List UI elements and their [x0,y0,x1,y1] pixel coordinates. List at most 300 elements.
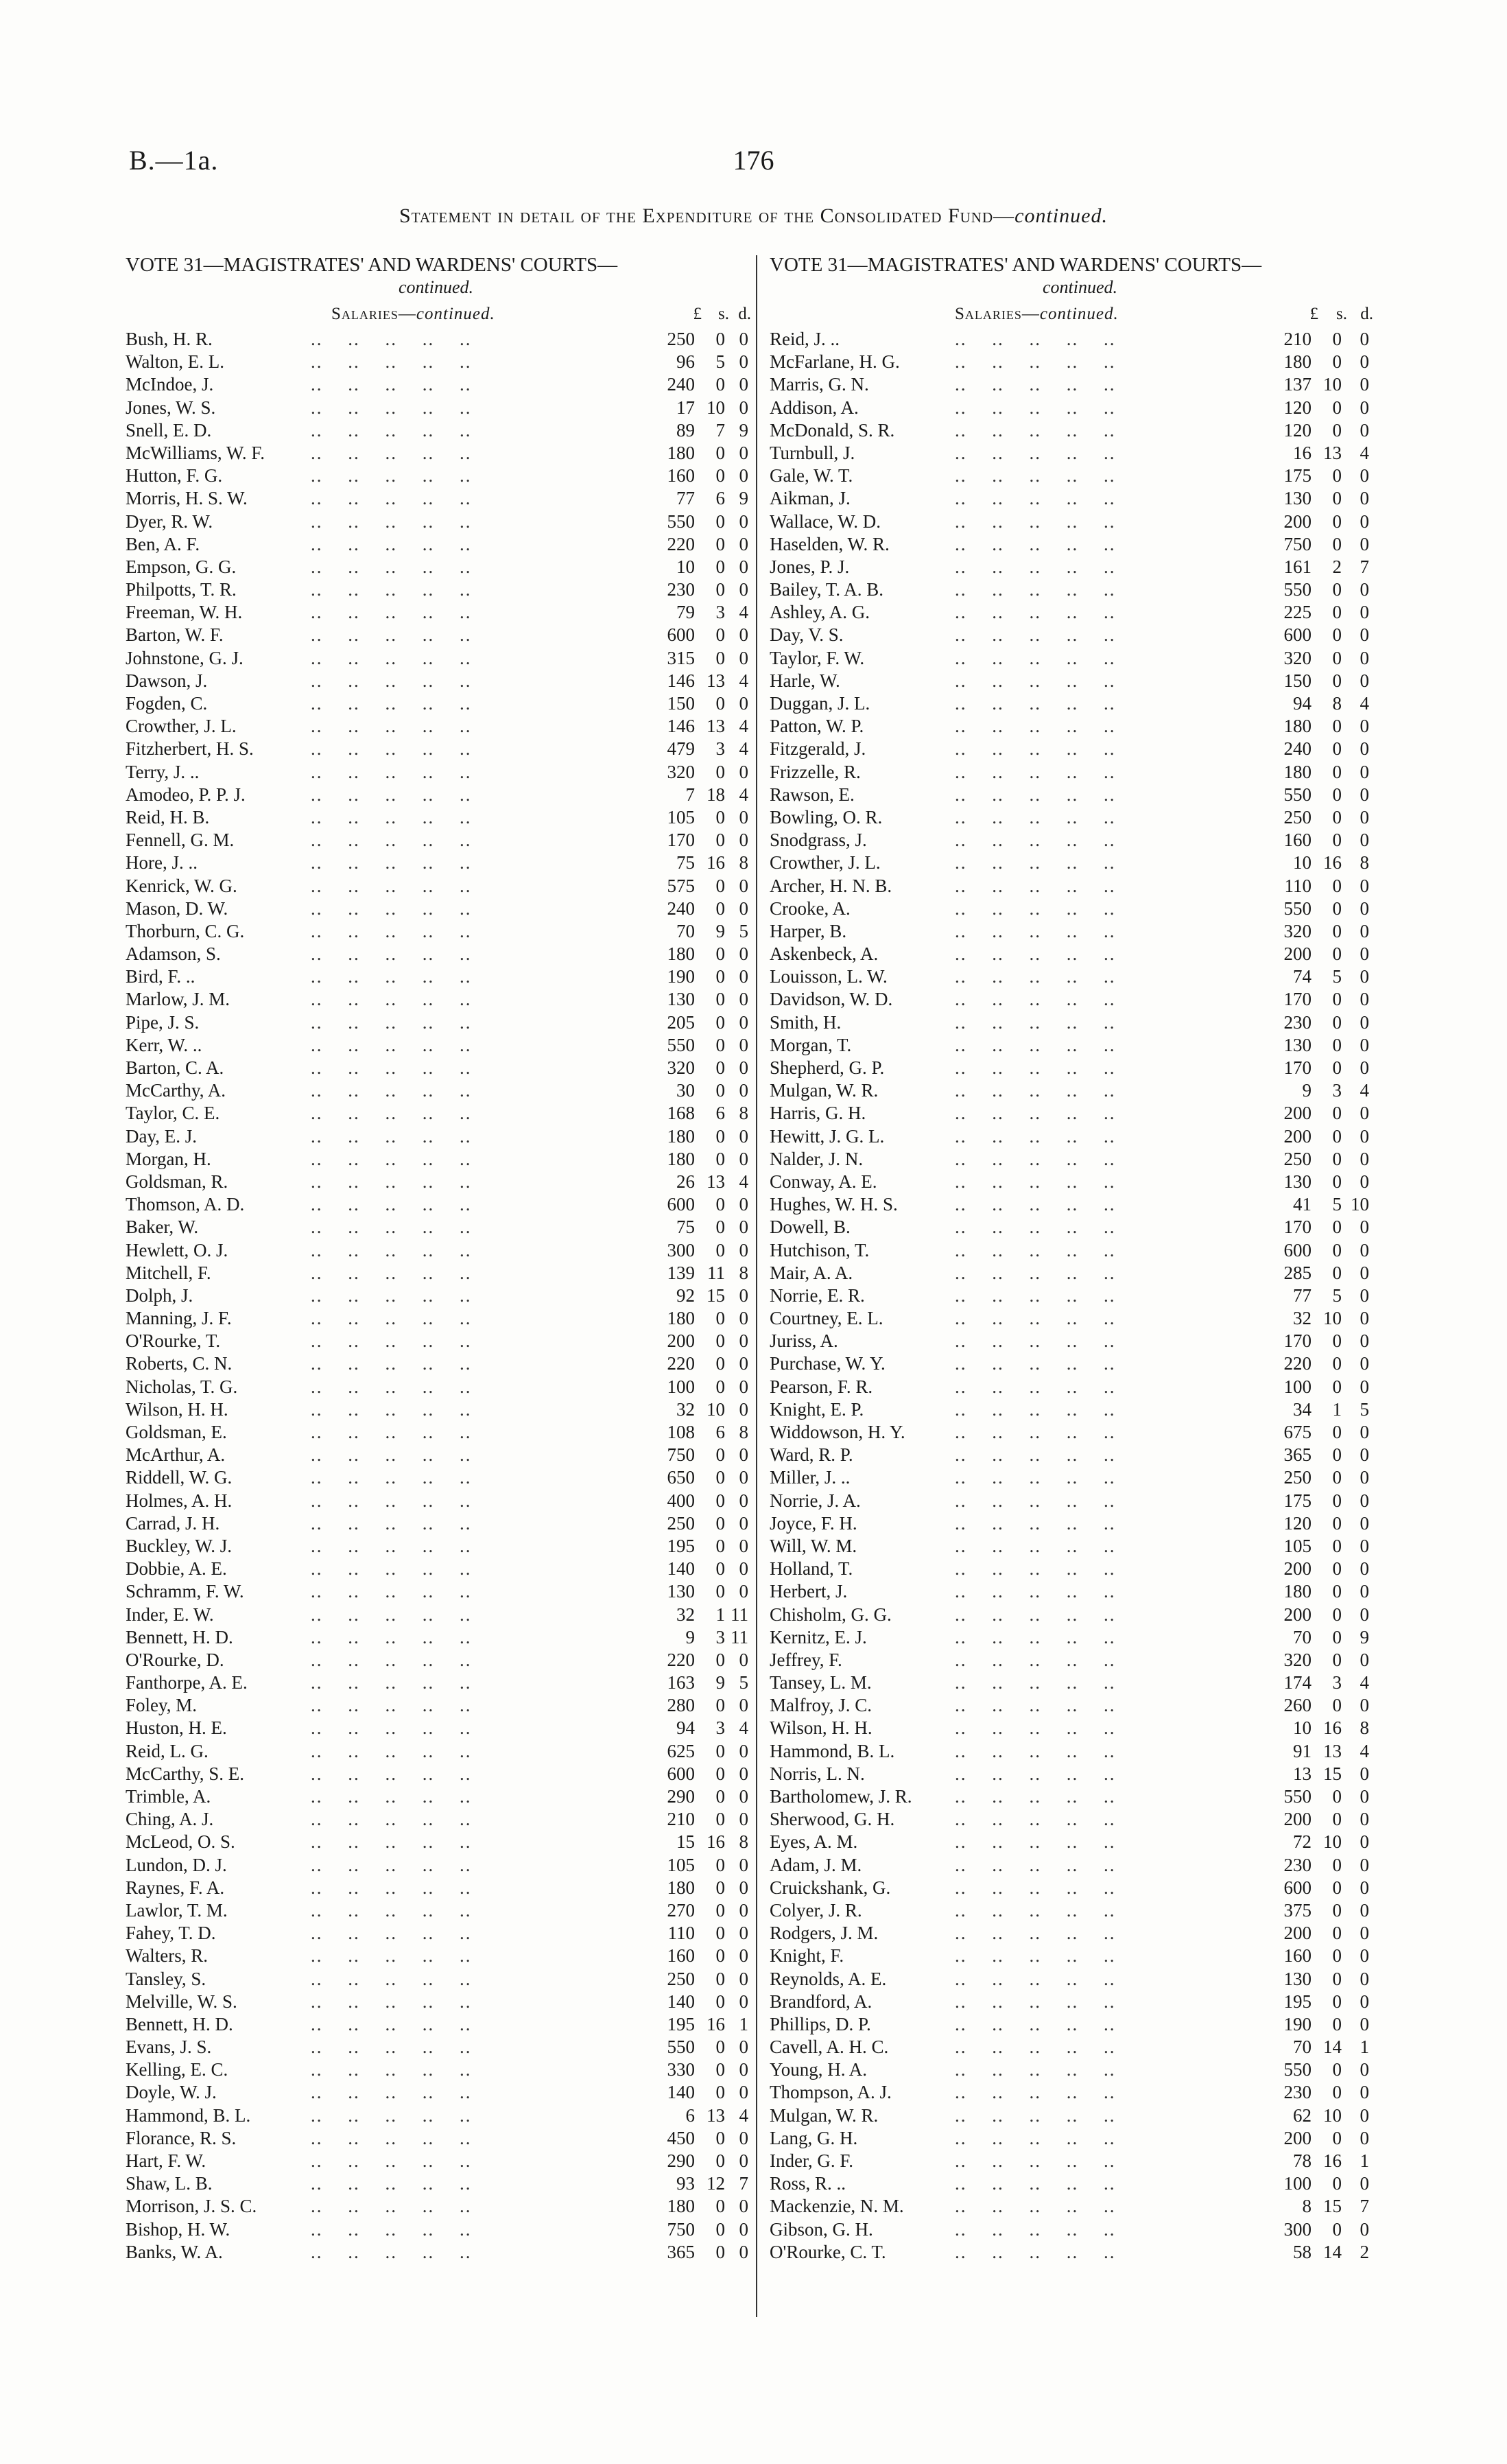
payee-name: Baker, W. [126,1217,199,1238]
pence-value: 0 [1360,624,1369,646]
shillings-value: 15 [707,1284,725,1306]
pence-value: 0 [739,806,748,828]
pence-value: 0 [739,1763,748,1784]
shillings-value: 0 [715,830,725,851]
salary-row [770,2172,1390,2195]
pounds-value: 220 [1283,1353,1312,1374]
leader-dots: .. .. .. .. .. [311,465,472,486]
pence-value: 0 [1360,830,1369,851]
leader-dots: .. .. .. .. .. [311,442,472,463]
pounds-value: 180 [667,1308,695,1329]
leader-dots: .. .. .. .. .. [311,511,472,532]
salary-row [770,2013,1390,2036]
pounds-value: 300 [1283,2218,1312,2240]
shillings-value: 0 [1332,2127,1342,2148]
salary-row [770,1512,1390,1535]
pounds-value: 600 [1283,1239,1312,1260]
payee-name: Kerr, W. .. [126,1034,202,1055]
payee-name: Patton, W. P. [770,716,864,737]
shillings-value: 1 [1332,1398,1342,1420]
salary-row [126,1854,746,1877]
pounds-value: 30 [676,1080,695,1101]
leader-dots: .. .. .. .. .. [955,2218,1116,2240]
shillings-value: 0 [715,1695,725,1716]
salary-row [770,419,1390,442]
pence-value: 0 [739,2150,748,2171]
pounds-value: 210 [667,1809,695,1830]
payee-name: Courtney, E. L. [770,1308,883,1329]
pounds-value: 750 [667,2218,695,2240]
salary-row [126,624,746,646]
leader-dots: .. .. .. .. .. [955,920,1116,941]
salary-row [126,2104,746,2127]
shillings-value: 0 [715,1923,725,1944]
leader-dots: .. .. .. .. .. [311,1923,472,1944]
payee-name: McWilliams, W. F. [126,442,265,463]
payee-name: Terry, J. .. [126,761,200,782]
pounds-value: 110 [1284,875,1312,896]
leader-dots: .. .. .. .. .. [311,1604,472,1625]
shillings-value: 3 [1332,1080,1342,1101]
leader-dots: .. .. .. .. .. [311,1262,472,1283]
statement-title [0,204,1507,228]
leader-dots: .. .. .. .. .. [311,556,472,577]
salary-row [126,715,746,738]
pence-value: 0 [739,647,748,668]
salary-row [126,2241,746,2264]
salary-row [770,1671,1390,1694]
pence-value: 0 [1360,761,1369,782]
shillings-value: 0 [715,2037,725,2058]
salary-row [126,897,746,920]
pence-value: 0 [739,1809,748,1830]
shillings-value: 0 [1332,2218,1342,2240]
pence-value: 0 [1360,419,1369,441]
shillings-value: 0 [715,1330,725,1352]
salary-row [126,2150,746,2172]
pounds-value: 250 [1283,806,1312,828]
salary-row [770,988,1390,1011]
pence-value: 0 [739,1217,748,1238]
shillings-value: 0 [1332,624,1342,646]
pence-value: 0 [739,2241,748,2262]
pence-value: 0 [1360,1239,1369,1260]
payee-name: Sherwood, G. H. [770,1809,895,1830]
payee-name: Manning, J. F. [126,1308,232,1329]
payee-name: Taylor, F. W. [770,647,865,668]
salaries-subheading [770,298,1390,328]
shillings-value: 0 [715,1239,725,1260]
shillings-value: 0 [715,1899,725,1921]
salary-row [126,1671,746,1694]
leader-dots: .. .. .. .. .. [311,397,472,418]
pence-value: 0 [1360,1581,1369,1602]
salary-row [126,2058,746,2081]
salary-row [126,647,746,670]
salary-row [126,601,746,624]
pence-header: d. [1360,305,1373,323]
leader-dots: .. .. .. .. .. [311,1512,472,1534]
pounds-value: 10 [676,556,695,577]
pounds-value: 190 [1283,2013,1312,2034]
pounds-value: 210 [1283,329,1312,349]
pence-value: 0 [739,1535,748,1556]
payee-name: Reynolds, A. E. [770,1968,887,1989]
shillings-value: 0 [715,897,725,919]
shillings-value: 5 [1332,1194,1342,1215]
pence-value: 0 [1360,1535,1369,1556]
payee-name: Harper, B. [770,920,847,941]
payee-name: Goldsman, E. [126,1422,227,1442]
pounds-value: 200 [1283,1125,1312,1147]
pounds-value: 479 [667,738,695,760]
leader-dots: .. .. .. .. .. [955,1330,1116,1352]
shillings-value: 0 [1332,1330,1342,1352]
salary-row [770,2195,1390,2218]
payee-name: Ross, R. .. [770,2173,846,2194]
leader-dots: .. .. .. .. .. [311,830,472,851]
payee-name: Bailey, T. A. B. [770,579,883,600]
shillings-value: 0 [715,1991,725,2012]
vote-continued: continued. [1042,277,1118,297]
pence-value: 0 [1360,1763,1369,1784]
payee-name: Bowling, O. R. [770,806,883,828]
salary-row [126,1831,746,1853]
leader-dots: .. .. .. .. .. [311,374,472,395]
salary-row [126,328,746,351]
shillings-value: 0 [715,1877,725,1898]
pounds-value: 180 [1283,716,1312,737]
leader-dots: .. .. .. .. .. [955,1923,1116,1944]
pounds-value: 200 [1283,1103,1312,1124]
pounds-value: 230 [1283,1854,1312,1875]
salary-row [770,2241,1390,2264]
salary-row [126,1740,746,1763]
shillings-value: 0 [715,2241,725,2262]
payee-name: Davidson, W. D. [770,989,893,1010]
leader-dots: .. .. .. .. .. [955,875,1116,896]
salary-row [126,1558,746,1580]
leader-dots: .. .. .. .. .. [311,2241,472,2262]
pounds-value: 750 [667,1444,695,1466]
payee-name: Kenrick, W. G. [126,875,237,896]
pounds-value: 160 [667,465,695,486]
pence-value: 0 [739,693,748,714]
payee-name: Herbert, J. [770,1581,848,1602]
shillings-value: 0 [1332,1786,1342,1807]
leader-dots: .. .. .. .. .. [311,533,472,554]
salary-row [126,1330,746,1352]
pence-value: 0 [739,875,748,896]
payee-name: Ward, R. P. [770,1444,853,1466]
pence-value: 0 [739,2037,748,2058]
leader-dots: .. .. .. .. .. [311,1376,472,1397]
shillings-value: 0 [715,1558,725,1580]
pence-value: 0 [1360,1877,1369,1898]
salary-row [770,1945,1390,1967]
pence-value: 0 [739,966,748,987]
pence-value: 4 [1360,442,1369,463]
pence-value: 0 [739,1194,748,1215]
leader-dots: .. .. .. .. .. [955,1353,1116,1374]
pence-value: 0 [739,1968,748,1989]
shillings-value: 0 [1332,1581,1342,1602]
leader-dots: .. .. .. .. .. [955,1968,1116,1989]
pence-value: 0 [739,1330,748,1352]
pounds-value: 161 [1283,556,1312,577]
salary-row [126,556,746,578]
shillings-value: 2 [1332,556,1342,577]
pounds-value: 70 [1293,1626,1312,1647]
payee-name: Fogden, C. [126,693,208,714]
salary-row [770,1376,1390,1398]
pounds-value: 10 [1293,852,1312,873]
salary-row [770,875,1390,897]
leader-dots: .. .. .. .. .. [955,1490,1116,1511]
pence-value: 0 [1360,920,1369,941]
leader-dots: .. .. .. .. .. [955,2013,1116,2034]
salary-row [770,692,1390,715]
pence-value: 0 [1360,1353,1369,1374]
pence-value: 4 [1360,1080,1369,1101]
shillings-value: 10 [707,397,725,418]
payee-name: Walton, E. L. [126,351,225,373]
leader-dots: .. .. .. .. .. [955,1262,1116,1283]
statement-main: Statement in detail of the Expenditure of the Consolidated Fund— [399,204,1015,227]
pounds-value: 450 [667,2127,695,2148]
pence-value: 4 [1360,1740,1369,1761]
shillings-value: 0 [1332,1444,1342,1466]
shillings-value: 0 [1332,1604,1342,1625]
payee-name: Hughes, W. H. S. [770,1194,898,1215]
leader-dots: .. .. .. .. .. [311,2196,472,2217]
salary-row [770,1262,1390,1284]
pounds-value: 550 [667,511,695,532]
shillings-value: 0 [715,556,725,577]
pence-value: 7 [1360,2196,1369,2217]
shillings-value: 0 [715,533,725,554]
payee-name: Snell, E. D. [126,419,212,441]
leader-dots: .. .. .. .. .. [311,1854,472,1875]
payee-name: Bennett, H. D. [126,2013,233,2034]
leader-dots: .. .. .. .. .. [955,488,1116,509]
pounds-value: 17 [676,397,695,418]
payee-name: Knight, E. P. [770,1398,864,1420]
shillings-value: 10 [707,1398,725,1420]
leader-dots: .. .. .. .. .. [311,1695,472,1716]
leader-dots: .. .. .. .. .. [311,419,472,441]
leader-dots: .. .. .. .. .. [311,1330,472,1352]
payee-name: Will, W. M. [770,1535,857,1556]
salary-row [126,829,746,852]
shillings-value: 16 [1323,1717,1342,1739]
pounds-value: 195 [667,2013,695,2034]
salary-row [126,1649,746,1671]
shillings-value: 13 [707,716,725,737]
pence-value: 0 [1360,1945,1369,1967]
payee-name: Thomson, A. D. [126,1194,245,1215]
payee-name: Fahey, T. D. [126,1923,216,1944]
shillings-header: s. [718,305,729,323]
payee-name: Marris, G. N. [770,374,869,395]
pounds-value: 130 [667,1581,695,1602]
pounds-value: 200 [667,1330,695,1352]
pence-value: 0 [739,1376,748,1397]
pence-value: 0 [1360,784,1369,805]
payee-name: Inder, E. W. [126,1604,214,1625]
payee-name: Riddell, W. G. [126,1467,233,1488]
pence-value: 0 [1360,1854,1369,1875]
salary-row [770,511,1390,533]
shillings-value: 16 [1323,852,1342,873]
leader-dots: .. .. .. .. .. [955,1103,1116,1124]
salary-row [770,1808,1390,1831]
payee-name: Joyce, F. H. [770,1512,857,1534]
payee-name: Mason, D. W. [126,897,228,919]
leader-dots: .. .. .. .. .. [311,920,472,941]
salary-row [126,806,746,829]
payee-name: McCarthy, S. E. [126,1763,244,1784]
leader-dots: .. .. .. .. .. [311,784,472,805]
payee-name: Purchase, W. Y. [770,1353,886,1374]
leader-dots: .. .. .. .. .. [955,1899,1116,1921]
payee-name: Morgan, T. [770,1034,852,1055]
pence-value: 0 [1360,1604,1369,1625]
shillings-value: 13 [707,2104,725,2126]
leader-dots: .. .. .. .. .. [955,2037,1116,2058]
pence-value: 0 [739,1877,748,1898]
shillings-value: 0 [715,511,725,532]
payee-name: Wilson, H. H. [126,1398,228,1420]
shillings-value: 0 [715,1581,725,1602]
payee-name: Adam, J. M. [770,1854,862,1875]
pounds-value: 13 [1293,1763,1312,1784]
pounds-value: 120 [1283,1512,1312,1534]
shillings-value: 0 [1332,670,1342,691]
leader-dots: .. .. .. .. .. [311,989,472,1010]
salary-row [770,1922,1390,1945]
payee-name: Day, E. J. [126,1125,197,1147]
pounds-value: 70 [1293,2037,1312,2058]
shillings-value: 0 [715,1467,725,1488]
leader-dots: .. .. .. .. .. [955,351,1116,373]
leader-dots: .. .. .. .. .. [955,1535,1116,1556]
pounds-value: 550 [667,2037,695,2058]
pence-value: 8 [1360,852,1369,873]
payee-name: Snodgrass, J. [770,830,867,851]
pence-value: 0 [1360,488,1369,509]
leader-dots: .. .. .. .. .. [955,1422,1116,1442]
pence-value: 0 [739,2059,748,2080]
salary-row [770,1330,1390,1352]
pounds-value: 230 [1283,2082,1312,2103]
pounds-value: 130 [1283,1171,1312,1192]
pounds-value: 750 [1283,533,1312,554]
pounds-value: 575 [667,875,695,896]
payee-name: Chisholm, G. G. [770,1604,892,1625]
pounds-value: 250 [667,329,695,349]
pence-value: 0 [739,1011,748,1033]
leader-dots: .. .. .. .. .. [311,1581,472,1602]
shillings-header: s. [1336,305,1347,323]
pence-value: 4 [739,602,748,623]
pounds-value: 92 [676,1284,695,1306]
leader-dots: .. .. .. .. .. [311,2013,472,2034]
salary-row [126,1991,746,2013]
leader-dots: .. .. .. .. .. [311,488,472,509]
shillings-value: 3 [715,602,725,623]
pence-value: 4 [739,2104,748,2126]
shillings-value: 0 [1332,579,1342,600]
salary-row [770,1877,1390,1899]
salary-row [770,1717,1390,1739]
pence-value: 7 [739,2173,748,2194]
pence-value: 0 [1360,2173,1369,2194]
pounds-value: 163 [667,1672,695,1693]
salary-row [770,1580,1390,1603]
shillings-value: 0 [1332,1376,1342,1397]
pounds-value: 9 [685,1626,695,1647]
leader-dots: .. .. .. .. .. [311,966,472,987]
pounds-header: £ [693,305,702,323]
payee-name: Tansey, L. M. [770,1672,872,1693]
leader-dots: .. .. .. .. .. [311,1467,472,1488]
pounds-value: 675 [1283,1422,1312,1442]
pounds-value: 300 [667,1239,695,1260]
leader-dots: .. .. .. .. .. [311,875,472,896]
leader-dots: .. .. .. .. .. [955,1512,1116,1534]
payee-name: Carrad, J. H. [126,1512,220,1534]
pence-value: 0 [739,1490,748,1511]
payee-name: McIndoe, J. [126,374,214,395]
pounds-value: 170 [1283,1057,1312,1078]
leader-dots: .. .. .. .. .. [955,2059,1116,2080]
salary-row [770,1307,1390,1330]
salary-row [126,1284,746,1307]
leader-dots: .. .. .. .. .. [311,1740,472,1761]
leader-dots: .. .. .. .. .. [955,465,1116,486]
salary-row [770,829,1390,852]
salary-row [126,1945,746,1967]
shillings-value: 12 [707,2173,725,2194]
shillings-value: 10 [1323,374,1342,395]
salaries-label: Salaries—continued. [331,305,495,323]
pence-value: 0 [739,397,748,418]
pence-value: 0 [739,943,748,965]
leader-dots: .. .. .. .. .. [311,2037,472,2058]
salary-row [126,1125,746,1148]
payee-name: Shaw, L. B. [126,2173,213,2194]
salary-row [126,2127,746,2150]
shillings-value: 0 [1332,1262,1342,1283]
payee-name: Malfroy, J. C. [770,1695,872,1716]
salary-row [770,1694,1390,1717]
pounds-value: 100 [1283,1376,1312,1397]
payee-name: Holmes, A. H. [126,1490,233,1511]
pounds-value: 225 [1283,602,1312,623]
pence-value: 0 [1360,465,1369,486]
pence-value: 0 [739,1854,748,1875]
pounds-value: 320 [667,1057,695,1078]
payee-name: Amodeo, P. P. J. [126,784,246,805]
shillings-value: 0 [715,1057,725,1078]
salary-row [770,761,1390,784]
pounds-value: 160 [1283,1945,1312,1967]
pounds-value: 250 [1283,1467,1312,1488]
salary-row [770,1352,1390,1375]
shillings-value: 16 [707,2013,725,2034]
payee-name: Hart, F. W. [126,2150,206,2171]
